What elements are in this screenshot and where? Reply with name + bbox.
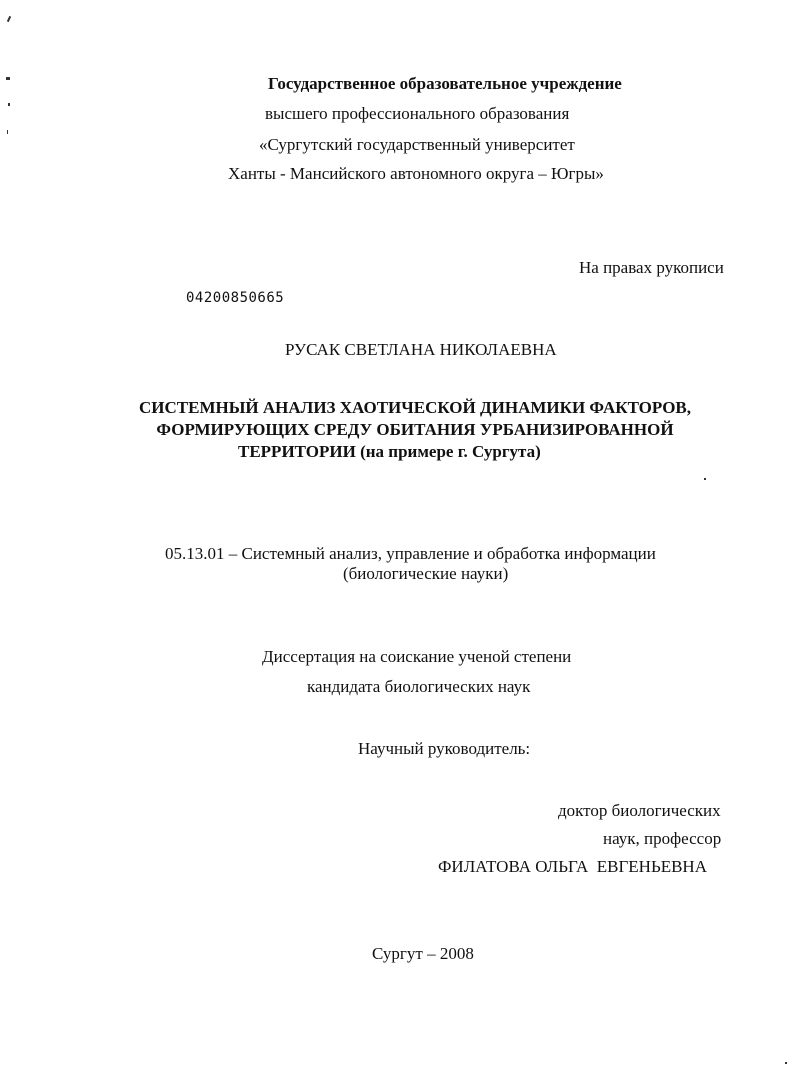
supervisor-degree-line-2: наук, профессор xyxy=(603,829,722,848)
institution-line-4: Ханты - Мансийского автономного округа – Югры» xyxy=(228,164,604,183)
title-line-3-suffix: (на примере г. Сургута) xyxy=(360,442,541,461)
title-line-2: ФОРМИРУЮЩИХ СРЕДУ ОБИТАНИЯ УРБАНИЗИРОВАННОЙ xyxy=(156,420,674,439)
scan-mark xyxy=(785,1062,787,1064)
manuscript-note: На правах рукописи xyxy=(579,258,724,277)
dissertation-line-1: Диссертация на соискание ученой степени xyxy=(262,647,572,666)
specialty-line-2: (биологические науки) xyxy=(343,564,509,583)
scan-mark xyxy=(704,478,706,480)
title-line-1: СИСТЕМНЫЙ АНАЛИЗ ХАОТИЧЕСКОЙ ДИНАМИКИ ФАКТОРОВ, xyxy=(138,398,692,417)
title-line-3-main: ТЕРРИТОРИИ xyxy=(238,442,356,461)
specialty-line-1: 05.13.01 – Системный анализ, управление и обработка информации xyxy=(165,544,656,563)
supervisor-degree-line-1: доктор биологических xyxy=(558,801,721,820)
scan-mark xyxy=(7,130,8,134)
scan-mark xyxy=(8,103,10,106)
title-line-3 xyxy=(238,442,541,462)
institution-line-1: Государственное образовательное учреждение xyxy=(268,74,622,93)
scan-mark xyxy=(6,77,10,80)
supervisor-name: ФИЛАТОВА ОЛЬГА ЕВГЕНЬЕВНА xyxy=(438,857,707,876)
author-name: РУСАК СВЕТЛАНА НИКОЛАЕВНА xyxy=(285,340,557,359)
dissertation-line-2: кандидата биологических наук xyxy=(307,677,531,696)
institution-line-2: высшего профессионального образования xyxy=(265,104,570,123)
scan-mark xyxy=(7,16,11,22)
supervisor-label: Научный руководитель: xyxy=(358,739,531,758)
registry-number: 04200850665 xyxy=(186,290,285,306)
footer-city-year: Сургут – 2008 xyxy=(372,944,474,963)
institution-line-3: «Сургутский государственный университет xyxy=(259,135,575,154)
